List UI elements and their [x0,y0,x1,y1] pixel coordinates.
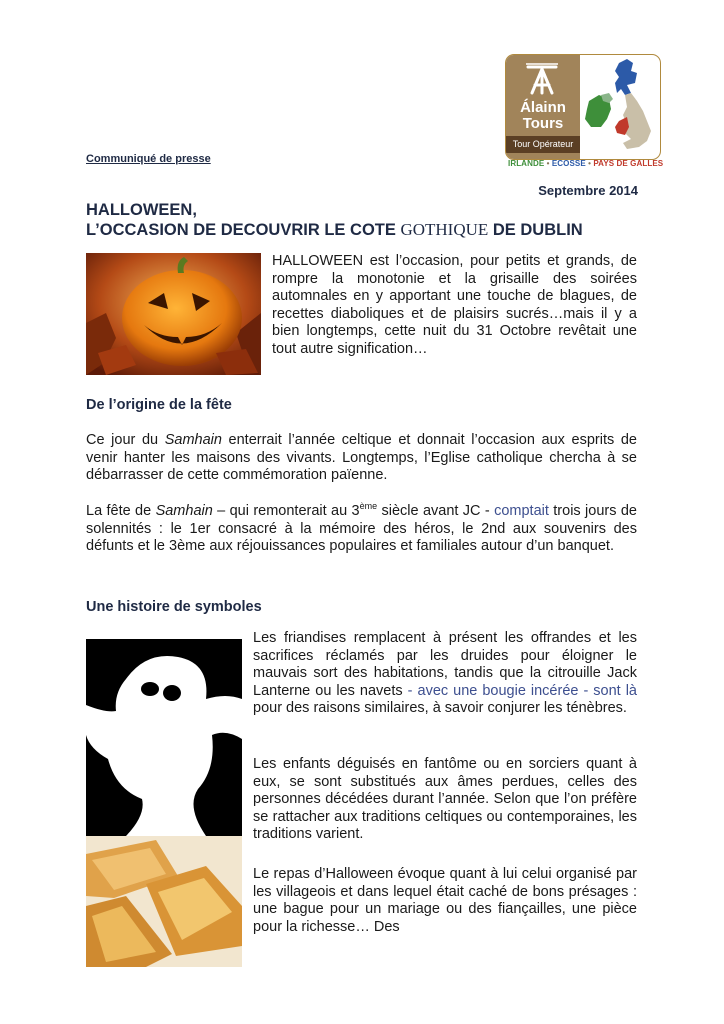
page-title [86,200,646,240]
title-line1: HALLOWEEN, [86,201,197,219]
british-isles-map-icon [581,55,660,159]
symbols-paragraph-3: Le repas d’Halloween évoque quant à lui celui organisé par les villageois et dans lequel était caché de bons présages : une bague pour un mariage ou des fiançailles, une pièce pour la richesse… Des [253,866,637,935]
logo-tagline: Tour Opérateur [506,136,580,153]
logo-name-line1: Álainn [520,99,566,116]
symbols-paragraph-1: Les friandises remplacent à présent les offrandes et les sacrifices réclamés par les druides pour éloigner le mauvais sort des habitations, tandis que la citrouille Jack Lanterne ou les navets - avec une bougie incérée - sont là pour des raisons similaires, à savoir conjurer les ténèbres. [253,630,637,717]
logo-regions: IRLANDE • ECOSSE • PAYS DE GALLES [508,159,664,168]
logo-brand-panel [506,55,580,159]
logo-name-line2: Tours [522,115,564,132]
release-date: Septembre 2014 [538,183,638,198]
pumpkin-photo [86,253,261,375]
region-wales: PAYS DE GALLES [593,159,664,168]
alainn-tours-logo [505,54,661,160]
title-line2: L’OCCASION DE DECOUVRIR LE COTE GOTHIQUE DE DUBLIN [86,220,583,239]
origin-heading: De l’origine de la fête [86,397,232,413]
origin-paragraph-2: La fête de Samhain – qui remonterait au 3ème siècle avant JC - comptait trois jours de solennités : le 1er consacré à la mémoire des héros, le 2nd aux souvenirs des défunts et le 3ème aux réjouissances populaires et familiales autour d’un banquet. [86,501,637,555]
region-ireland: IRLANDE [508,159,545,168]
symbols-paragraph-2: Les enfants déguisés en fantôme ou en sorciers quant à eux, se sont substitués aux âmes perdues, celles des personnes décédées durant l’année. Selon que l’on préfère se rattacher aux traditions celtiques ou contemporaines, les traditions varient. [253,756,637,843]
symbols-heading: Une histoire de symboles [86,599,262,615]
region-scotland: ECOSSE [551,159,586,168]
intro-paragraph: HALLOWEEN est l’occasion, pour petits et grands, de rompre la monotonie et la grisaille des soirées automnales en y apportant une touche de blagues, de recettes diaboliques et de plaisirs sucrés…mais il y a bien longtemps, cette nuit du 31 Octobre revêtait une tout autre signification… [272,253,637,357]
at-monogram-icon [522,61,562,97]
origin-paragraph-1: Ce jour du Samhain enterrait l’année celtique et donnait l’occasion aux esprits de venir hanter les maisons des vivants. Longtemps, l’Eglise catholique chercha à se débarrasser de cette commémoration païenne. [86,432,637,484]
pastry-photo [86,836,242,967]
ghost-image [86,639,242,836]
press-release-label: Communiqué de presse [86,153,211,165]
